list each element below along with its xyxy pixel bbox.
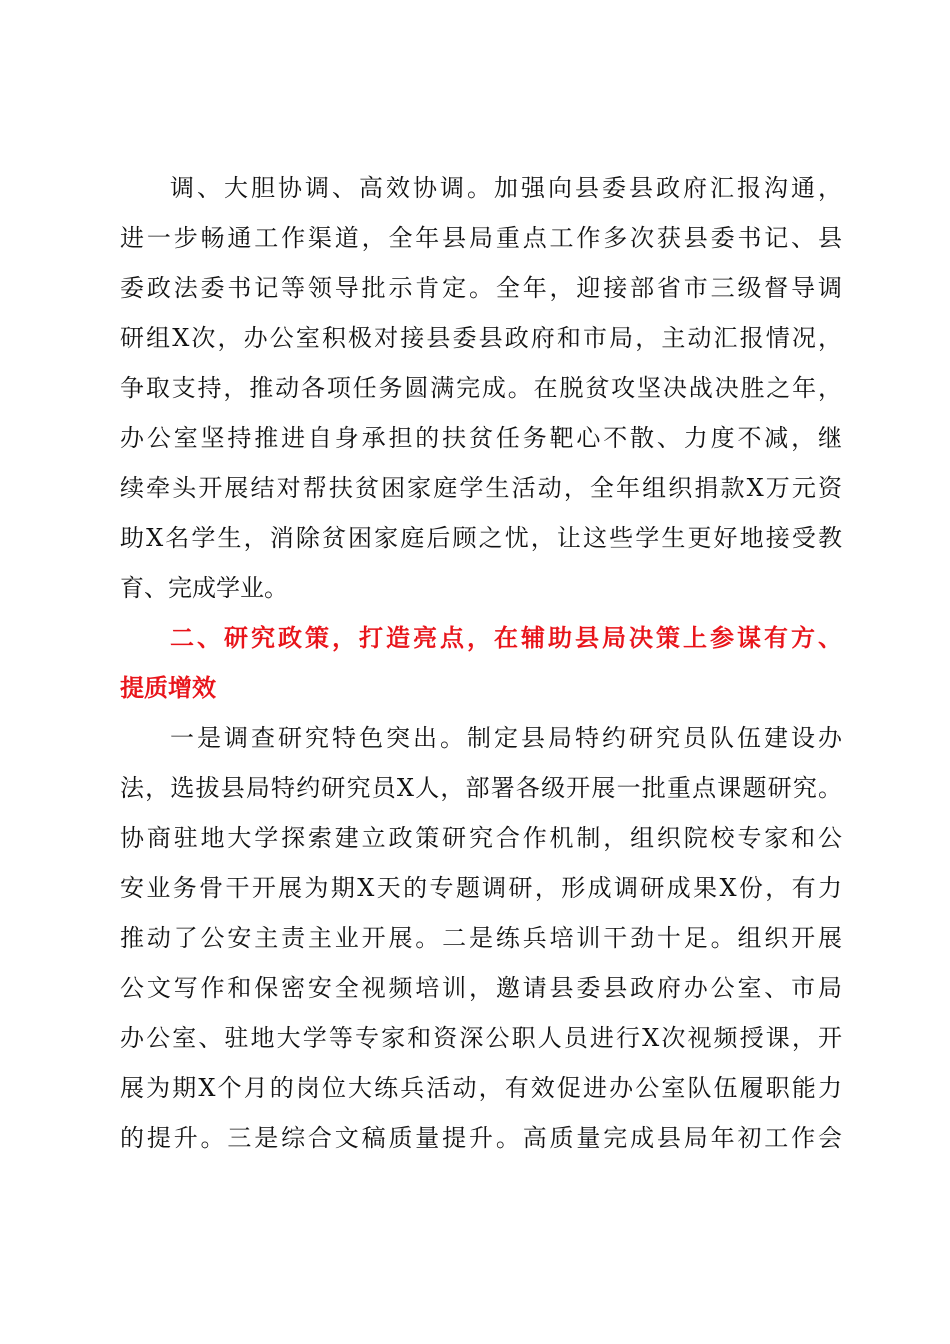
- text-line: 调、大胆协调、高效协调。加强向县委县政府汇报沟通，: [170, 174, 842, 202]
- text-line: 进一步畅通工作渠道，全年县局重点工作多次获县委书记、县: [120, 224, 842, 252]
- text-line: 续牵头开展结对帮扶贫困家庭学生活动，全年组织捐款X万元资: [120, 474, 842, 502]
- paragraph-1: [120, 163, 842, 613]
- text-line: 法，选拔县局特约研究员X人，部署各级开展一批重点课题研究。: [120, 774, 842, 802]
- text-line: 育、完成学业。: [120, 574, 288, 602]
- text-line: 办公室坚持推进自身承担的扶贫任务靶心不散、力度不减，继: [120, 424, 842, 452]
- heading-line: 提质增效: [120, 674, 216, 702]
- text-line: 研组X次，办公室积极对接县委县政府和市局，主动汇报情况，: [120, 324, 842, 352]
- text-line: 协商驻地大学探索建立政策研究合作机制，组织院校专家和公: [120, 824, 842, 852]
- text-line: 公文写作和保密安全视频培训，邀请县委县政府办公室、市局: [120, 974, 842, 1002]
- text-line: 争取支持，推动各项任务圆满完成。在脱贫攻坚决战决胜之年，: [120, 374, 842, 402]
- text-line: 委政法委书记等领导批示肯定。全年，迎接部省市三级督导调: [120, 274, 842, 302]
- document-page: [120, 163, 842, 1163]
- text-line: 安业务骨干开展为期X天的专题调研，形成调研成果X份，有力: [120, 874, 842, 902]
- paragraph-2: [120, 713, 842, 1163]
- text-line: 助X名学生，消除贫困家庭后顾之忧，让这些学生更好地接受教: [120, 524, 842, 552]
- text-line: 办公室、驻地大学等专家和资深公职人员进行X次视频授课，开: [120, 1024, 842, 1052]
- text-line: 的提升。三是综合文稿质量提升。高质量完成县局年初工作会: [120, 1124, 842, 1152]
- section-heading: [120, 613, 842, 713]
- text-line: 展为期X个月的岗位大练兵活动，有效促进办公室队伍履职能力: [120, 1074, 842, 1102]
- text-line: 一是调查研究特色突出。制定县局特约研究员队伍建设办: [170, 724, 842, 752]
- text-line: 推动了公安主责主业开展。二是练兵培训干劲十足。组织开展: [120, 924, 842, 952]
- heading-line: 二、研究政策，打造亮点，在辅助县局决策上参谋有方、: [170, 624, 842, 652]
